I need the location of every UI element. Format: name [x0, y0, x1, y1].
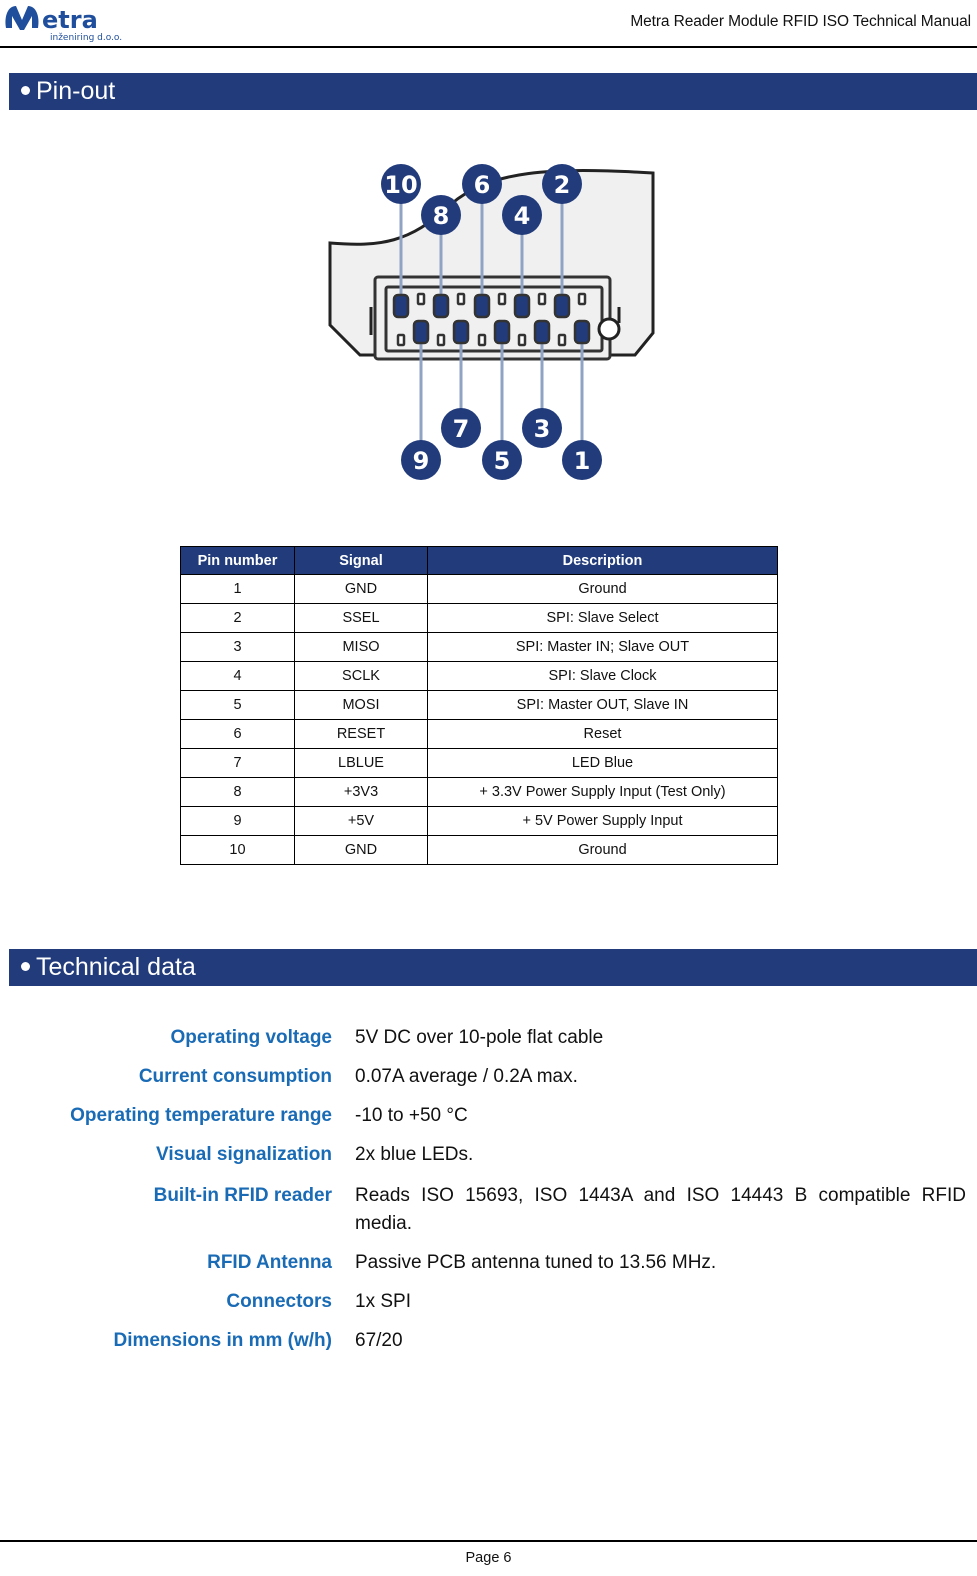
- description: + 5V Power Supply Input: [428, 807, 778, 836]
- section-heading-technical-data: [9, 949, 977, 986]
- footer-divider: [0, 1540, 977, 1542]
- signal: LBLUE: [295, 749, 428, 778]
- section-title: Technical data: [36, 953, 196, 981]
- svg-text:10: 10: [384, 171, 418, 199]
- signal: GND: [295, 575, 428, 604]
- svg-text:5: 5: [493, 447, 511, 475]
- tech-label: RFID Antenna: [207, 1252, 332, 1273]
- signal: SCLK: [295, 662, 428, 691]
- page-header: [0, 0, 977, 46]
- table-row: [181, 604, 778, 633]
- description: SPI: Slave Clock: [428, 662, 778, 691]
- svg-text:inženiring d.o.o.: inženiring d.o.o.: [50, 33, 123, 42]
- svg-text:2: 2: [553, 171, 571, 199]
- signal: GND: [295, 836, 428, 865]
- svg-text:1: 1: [573, 447, 591, 475]
- pin-number: 3: [181, 633, 295, 662]
- tech-label: Connectors: [226, 1291, 332, 1312]
- table-row: [181, 633, 778, 662]
- pin-number: 6: [181, 720, 295, 749]
- svg-text:3: 3: [533, 415, 551, 443]
- description: + 3.3V Power Supply Input (Test Only): [428, 778, 778, 807]
- pin-number: 1: [181, 575, 295, 604]
- signal: +5V: [295, 807, 428, 836]
- pin-number: 4: [181, 662, 295, 691]
- header-divider: [0, 46, 977, 48]
- tech-label: Operating temperature range: [70, 1105, 332, 1126]
- tech-value: 0.07A average / 0.2A max.: [355, 1066, 578, 1087]
- pin-number: 2: [181, 604, 295, 633]
- tech-value: Passive PCB antenna tuned to 13.56 MHz.: [355, 1252, 717, 1273]
- svg-text:9: 9: [412, 447, 430, 475]
- tech-value: -10 to +50 °C: [355, 1105, 468, 1126]
- signal: SSEL: [295, 604, 428, 633]
- bullet-icon: [21, 962, 30, 971]
- description: SPI: Master IN; Slave OUT: [428, 633, 778, 662]
- signal: MOSI: [295, 691, 428, 720]
- signal: +3V3: [295, 778, 428, 807]
- table-row: [181, 720, 778, 749]
- connector-pinout-diagram: [320, 155, 660, 485]
- description: LED Blue: [428, 749, 778, 778]
- svg-text:6: 6: [473, 171, 491, 199]
- col-header-signal: Signal: [295, 547, 428, 575]
- tech-value: 2x blue LEDs.: [355, 1144, 474, 1165]
- tech-label: Built-in RFID reader: [153, 1185, 332, 1206]
- table-row: [181, 778, 778, 807]
- pin-table: [180, 546, 778, 865]
- page-number: Page 6: [465, 1550, 512, 1566]
- svg-text:8: 8: [432, 202, 450, 230]
- section-title: Pin-out: [36, 77, 116, 105]
- pin-number: 8: [181, 778, 295, 807]
- svg-text:7: 7: [452, 415, 470, 443]
- section-heading-pinout: [9, 73, 977, 110]
- table-row: [181, 691, 778, 720]
- signal: RESET: [295, 720, 428, 749]
- svg-text:4: 4: [513, 202, 531, 230]
- col-header-pin-number: Pin number: [181, 547, 295, 575]
- table-row: [181, 807, 778, 836]
- table-row: [181, 575, 778, 604]
- tech-label: Current consumption: [138, 1066, 332, 1087]
- description: Ground: [428, 836, 778, 865]
- tech-value: 5V DC over 10-pole flat cable: [355, 1027, 604, 1048]
- metra-logo: [2, 2, 137, 42]
- table-row: [181, 749, 778, 778]
- table-row: [181, 836, 778, 865]
- pin-number: 7: [181, 749, 295, 778]
- description: Ground: [428, 575, 778, 604]
- tech-label: Operating voltage: [170, 1027, 332, 1048]
- pin-number: 9: [181, 807, 295, 836]
- table-row: [181, 662, 778, 691]
- description: Reset: [428, 720, 778, 749]
- tech-label: Dimensions in mm (w/h): [113, 1330, 332, 1351]
- tech-value: 67/20: [355, 1330, 403, 1351]
- col-header-description: Description: [428, 547, 778, 575]
- tech-label: Visual signalization: [156, 1144, 332, 1165]
- description: SPI: Slave Select: [428, 604, 778, 633]
- pin-number: 10: [181, 836, 295, 865]
- tech-value: Reads ISO 15693, ISO 1443A and ISO 14443 B compatible RFID media.: [355, 1185, 966, 1234]
- table-header-row: [181, 547, 778, 575]
- pin-number: 5: [181, 691, 295, 720]
- description: SPI: Master OUT, Slave IN: [428, 691, 778, 720]
- svg-text:etra: etra: [42, 6, 98, 34]
- bullet-icon: [21, 86, 30, 95]
- document-title: Metra Reader Module RFID ISO Technical Manual: [630, 13, 971, 30]
- tech-value: 1x SPI: [355, 1291, 411, 1312]
- signal: MISO: [295, 633, 428, 662]
